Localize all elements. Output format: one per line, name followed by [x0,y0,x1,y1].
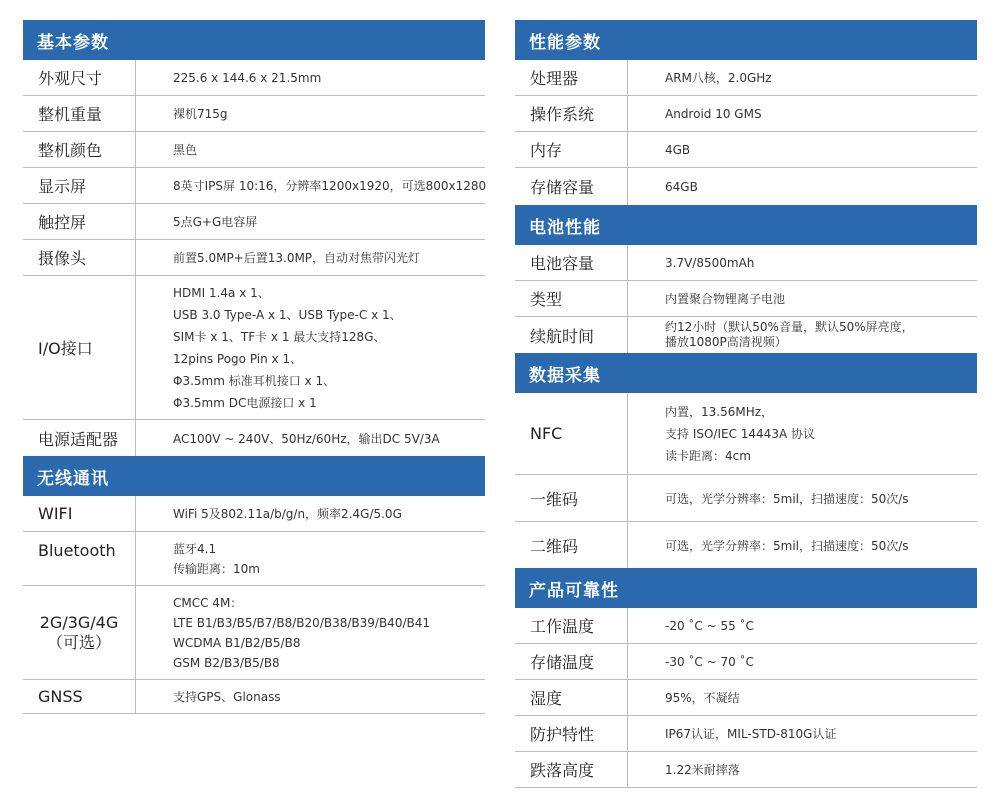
row-label: 类型 [515,281,628,316]
row-label: 显示屏 [23,168,136,203]
row-label-line: （可选） [46,632,111,652]
row-value: CMCC 4M： LTE B1/B3/B5/B7/B8/B20/B38/B39/B40/B41 WCDMA B1/B2/B5/B8 GSM B2/B3/B5/B8 [173,595,430,670]
row-value: 3.7V/8500mAh [665,255,755,270]
table-row [515,132,977,168]
row-label: Bluetooth [23,532,136,585]
section-header-wireless: 无线通讯 [23,456,485,496]
table-row [23,532,485,586]
row-value: -20 ˚C ~ 55 ˚C [665,618,754,633]
section-header-performance: 性能参数 [515,20,977,60]
table-row [23,586,485,680]
row-value: 约12小时（默认50%音量，默认50%屏亮度， 播放1080P高清视频） [665,320,914,349]
table-row [515,680,977,716]
table-row [23,204,485,240]
table-row [23,496,485,532]
row-value: -30 ˚C ~ 70 ˚C [665,654,754,669]
table-row [23,680,485,714]
table-row [23,420,485,456]
row-value: WiFi 5及802.11a/b/g/n，频率2.4G/5.0G [173,507,402,521]
row-value: 黑色 [173,143,198,157]
row-label: 外观尺寸 [23,60,136,95]
table-row [515,245,977,281]
row-value: 64GB [665,179,698,194]
row-label: 内存 [515,132,628,167]
right-column [515,20,977,788]
section-header-battery: 电池性能 [515,205,977,245]
table-row [515,96,977,132]
row-label: 工作温度 [515,608,628,643]
table-row [515,644,977,680]
row-value: 可选，光学分辨率：5mil，扫描速度：50次/s [665,538,909,553]
row-value: 裸机715g [173,107,228,121]
row-value: 可选，光学分辨率：5mil，扫描速度：50次/s [665,491,909,506]
left-column [23,20,485,714]
row-label: 续航时间 [515,317,628,353]
row-label-line: 2G/3G/4G [39,612,119,632]
table-row [23,240,485,276]
row-value: HDMI 1.4a x 1、 USB 3.0 Type-A x 1、USB Type-C x 1、 SIM卡 x 1、TF卡 x 1 最大支持128G、 12pins Pogo Pin x 1、 Φ3.5mm 标准耳机接口 x 1、 Φ3.5mm DC电源接口 x 1 [173,285,402,410]
table-row [23,168,485,204]
table-row [515,60,977,96]
row-label: 触控屏 [23,204,136,239]
row-value: 5点G+G电容屏 [173,215,258,229]
row-value: AC100V ~ 240V、50Hz/60Hz，输出DC 5V/3A [173,431,440,446]
row-label: 电池容量 [515,245,628,280]
row-label: WIFI [23,496,136,531]
row-label: 存储容量 [515,168,628,205]
table-row [515,281,977,317]
row-label: 电源适配器 [23,420,136,456]
table-row [515,393,977,475]
table-row [23,96,485,132]
section-header-basic: 基本参数 [23,20,485,60]
table-row [515,317,977,353]
row-value: 内置，13.56MHz， 支持 ISO/IEC 14443A 协议 读卡距离：4cm [665,404,815,463]
row-label: 整机重量 [23,96,136,131]
row-label: 二维码 [515,522,628,568]
table-row [515,752,977,788]
row-value: Android 10 GMS [665,106,762,121]
table-row [515,608,977,644]
table-row [515,716,977,752]
row-label: 摄像头 [23,240,136,275]
row-label: 跌落高度 [515,752,628,787]
row-value: 95%，不凝结 [665,691,740,705]
row-value: ARM八核，2.0GHz [665,71,772,85]
section-header-reliability: 产品可靠性 [515,568,977,608]
row-label: 整机颜色 [23,132,136,167]
row-value: IP67认证，MIL-STD-810G认证 [665,727,837,741]
row-label: NFC [515,393,628,474]
row-label: 防护特性 [515,716,628,751]
row-label: 操作系统 [515,96,628,131]
row-value: 225.6 x 144.6 x 21.5mm [173,70,322,85]
row-value: 4GB [665,142,691,157]
row-label [23,586,136,679]
table-row [23,276,485,420]
row-value: 内置聚合物锂离子电池 [665,292,786,306]
row-value: 蓝牙4.1 传输距离：10m [173,541,260,576]
table-row [23,132,485,168]
section-header-data: 数据采集 [515,353,977,393]
row-value: 1.22米耐摔落 [665,763,740,777]
row-label: 存储温度 [515,644,628,679]
row-value: 支持GPS、Glonass [173,690,281,704]
table-row [515,168,977,205]
row-label: 湿度 [515,680,628,715]
row-label: GNSS [23,680,136,713]
table-row [23,60,485,96]
table-row [515,475,977,522]
row-value: 前置5.0MP+后置13.0MP，自动对焦带闪光灯 [173,251,421,265]
row-label: 一维码 [515,475,628,521]
row-label: I/O接口 [23,276,136,419]
table-row [515,522,977,568]
row-label: 处理器 [515,60,628,95]
row-value: 8英寸IPS屏 10:16，分辨率1200x1920，可选800x1280 [173,179,487,193]
